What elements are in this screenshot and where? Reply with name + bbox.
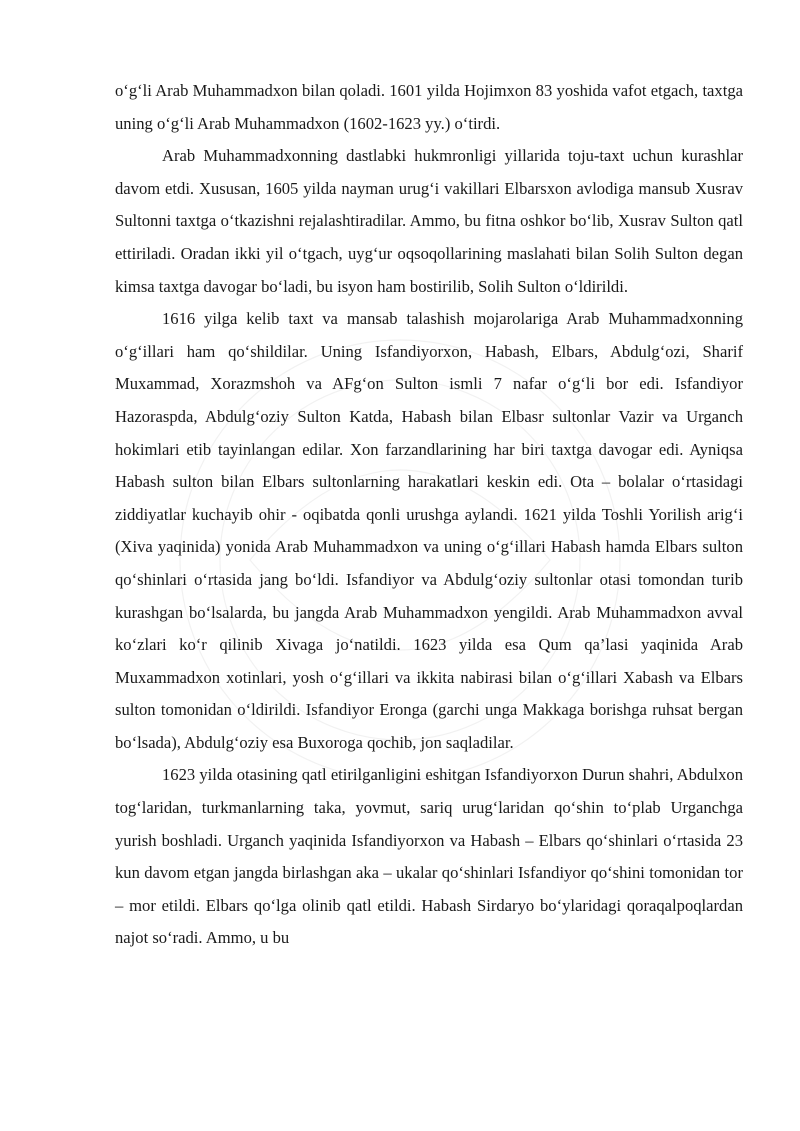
paragraph-2: Arab Muhammadxonning dastlabki hukmronligi yillarida toju-taxt uchun kurashlar davom etdi. Xususan, 1605 yilda nayman urug‘i vakillari Elbarsxon avlodiga mansub Xusrav Sultonni taxtga o‘tkazishni rejalashtiradilar. Ammo, bu fitna oshkor bo‘lib, Xusrav Sulton qatl ettiriladi. Oradan ikki yil o‘tgach, uyg‘ur oqsoqollarining maslahati bilan Solih Sulton degan kimsa taxtga davogar bo‘ladi, bu isyon ham bostirilib, Solih Sulton o‘ldirildi. [115,146,743,296]
paragraph-3: 1616 yilga kelib taxt va mansab talashish mojarolariga Arab Muhammadxonning o‘g‘illari ham qo‘shildilar. Uning Isfandiyorxon, Habash, Elbars, Abdulg‘ozi, Sharif Muxammad, Xorazmshoh va AFg‘on Sulton ismli 7 nafar o‘g‘li bor edi. Isfandiyor Hazoraspda, Abdulg‘oziy Sulton Katda, Habash bilan Elbasr sultonlar Vazir va Urganch hokimlari etib tayinlangan edilar. Xon farzandlarining har biri taxtga davogar edi. Ayniqsa Habash sulton bilan Elbars sultonlarning harakatlari keskin edi. Ota – bolalar o‘rtasidagi ziddiyatlar kuchayib ohir - oqibatda qonli urushga aylandi. 1621 yilda Toshli Yorilish arig‘i (Xiva yaqinida) yonida Arab Muhammadxon va uning o‘g‘illari Habash hamda Elbars sulton qo‘shinlari o‘rtasida jang bo‘ldi. Isfandiyor va Abdulg‘oziy sultonlar otasi tomondan turib kurashgan bo‘lsalarda, bu jangda Arab Muhammadxon yengildi. Arab Muhammadxon avval ko‘zlari ko‘r qilinib Xivaga jo‘natildi. 1623 yilda esa Qum qa’lasi yaqinida Arab Muxammadxon xotinlari, yosh o‘g‘illari va ikkita nabirasi bilan o‘g‘illari Xabash va Elbars sulton tomonidan o‘ldirildi. Isfandiyor Eronga (garchi unga Makkaga borishga ruhsat bergan bo‘lsada), Abdulg‘oziy esa Buxoroga qochib, jon saqladilar. [115,309,743,752]
paragraph-1: o‘g‘li Arab Muhammadxon bilan qoladi. 1601 yilda Hojimxon 83 yoshida vafot etgach, taxtga uning o‘g‘li Arab Muhammadxon (1602-1623 yy.) o‘tirdi. [115,81,743,133]
document-body [115,75,743,955]
paragraph-4: 1623 yilda otasining qatl etirilganligini eshitgan Isfandiyorxon Durun shahri, Abdulxon tog‘laridan, turkmanlarning taka, yovmut, sariq urug‘laridan qo‘shin to‘plab Urganchga yurish boshladi. Urganch yaqinida Isfandiyorxon va Habash – Elbars qo‘shinlari o‘rtasida 23 kun davom etgan jangda birlashgan aka – ukalar qo‘shinlari Isfandiyor qo‘shini tomonidan tor – mor etildi. Elbars qo‘lga olinib qatl etildi. Habash Sirdaryo bo‘ylaridagi qoraqalpoqlardan najot so‘radi. Ammo, u bu [115,765,743,948]
